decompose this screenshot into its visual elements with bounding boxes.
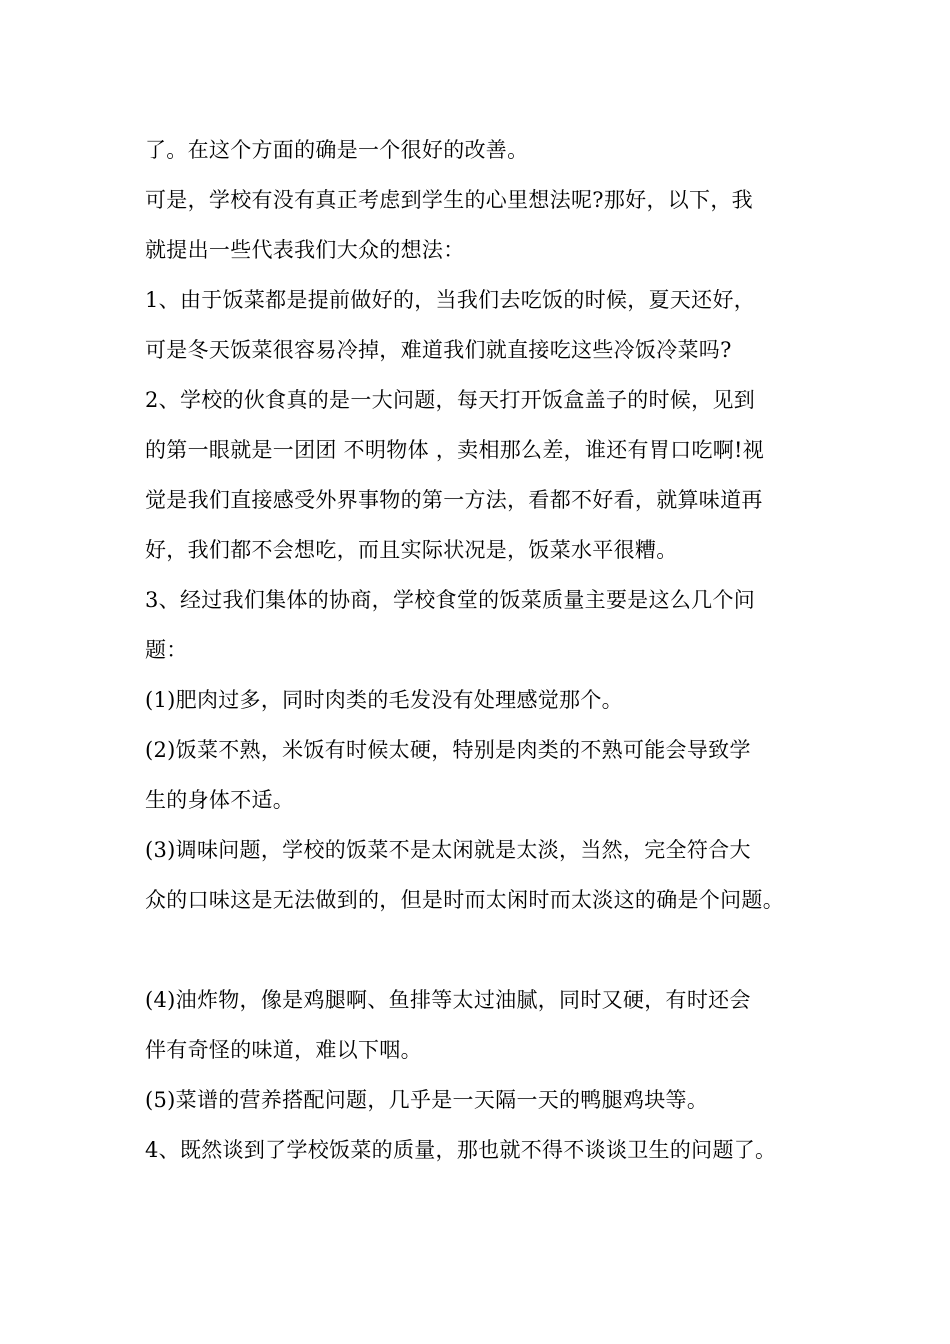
text-line: 可是冬天饭菜很容易冷掉，难道我们就直接吃这些冷饭冷菜吗? (145, 338, 732, 362)
text-line: 1、由于饭菜都是提前做好的，当我们去吃饭的时候，夏天还好， (145, 288, 756, 312)
text-line: (1)肥肉过多，同时肉类的毛发没有处理感觉那个。 (145, 688, 623, 712)
text-line: 觉是我们直接感受外界事物的第一方法，看都不好看，就算味道再 (145, 488, 763, 512)
text-line: (3)调味问题，学校的饭菜不是太闲就是太淡，当然，完全符合大 (145, 838, 751, 862)
text-line: 题： (145, 638, 188, 662)
text-line: 就提出一些代表我们大众的想法： (145, 238, 465, 262)
text-line: 的第一眼就是一团团 不明物体 ，卖相那么差，谁还有胃口吃啊!视 (145, 438, 765, 462)
text-line: 4、既然谈到了学校饭菜的质量，那也就不得不谈谈卫生的问题了。 (145, 1138, 777, 1162)
text-line: 3、经过我们集体的协商，学校食堂的饭菜质量主要是这么几个问 (145, 588, 756, 612)
text-line: 生的身体不适。 (145, 788, 295, 812)
text-line: 了。在这个方面的确是一个很好的改善。 (145, 138, 529, 162)
text-line: 可是，学校有没有真正考虑到学生的心里想法呢?那好，以下，我 (145, 188, 753, 212)
text-line: (5)菜谱的营养搭配问题，几乎是一天隔一天的鸭腿鸡块等。 (145, 1088, 709, 1112)
text-line: (4)油炸物，像是鸡腿啊、鱼排等太过油腻，同时又硬，有时还会 (145, 988, 751, 1012)
text-line: (2)饭菜不熟，米饭有时候太硬，特别是肉类的不熟可能会导致学 (145, 738, 751, 762)
text-line: 众的口味这是无法做到的，但是时而太闲时而太淡这的确是个问题。 (145, 888, 784, 912)
text-line: 伴有奇怪的味道，难以下咽。 (145, 1038, 422, 1062)
text-line: 好，我们都不会想吃，而且实际状况是，饭菜水平很糟。 (145, 538, 678, 562)
text-line: 2、学校的伙食真的是一大问题，每天打开饭盒盖子的时候，见到 (145, 388, 756, 412)
